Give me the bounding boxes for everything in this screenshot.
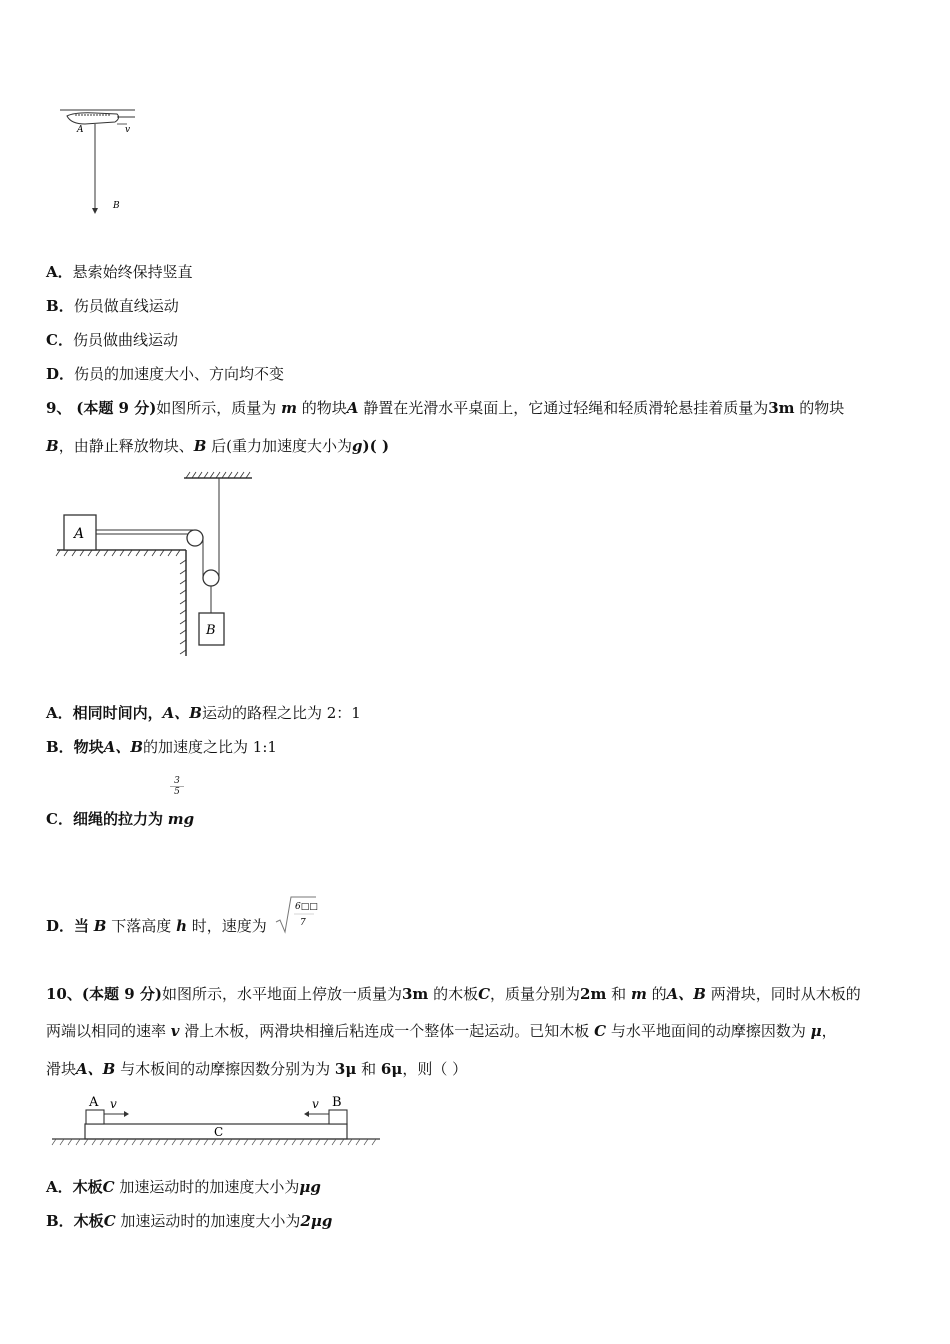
q10-option-a: A．木板C 加速运动时的加速度大小为μg	[46, 1178, 321, 1196]
q8-option-d: D．伤员的加速度大小、方向均不变	[46, 365, 285, 383]
q9-option-c: C．细绳的拉力为 mg	[46, 810, 195, 828]
board-label-b: B	[332, 1095, 342, 1110]
heli-label-b: B	[113, 201, 120, 211]
radical-denominator: 7	[300, 918, 306, 928]
radical-numerator: 6□□	[295, 902, 318, 912]
board-label-a: A	[89, 1095, 99, 1110]
board-label-c: C	[214, 1125, 224, 1139]
q8-option-a: A．悬索始终保持竖直	[46, 263, 193, 281]
q9-option-c-fraction: 3 5	[170, 776, 184, 797]
q9-stem-line2: B，由静止释放物块、B 后(重力加速度大小为g)( )	[46, 437, 390, 455]
board-label-v2: v	[312, 1097, 319, 1111]
q8-option-b: B．伤员做直线运动	[46, 297, 179, 315]
q9-option-d: D．当 B 下落高度 h 时，速度为	[46, 917, 267, 935]
heli-label-a: A	[77, 125, 84, 135]
heli-label-v: v	[125, 125, 131, 135]
q10-stem-line1: 10、(本题 9 分)如图所示，水平地面上停放一质量为3m 的木板C，质量分别为2m 和 m 的A、B 两滑块，同时从木板的	[46, 985, 861, 1003]
q10-stem-line2: 两端以相同的速率 v 滑上木板，两滑块相撞后粘连成一个整体一起运动。已知木板 C 与水平地面间的动摩擦因数为 μ，	[46, 1022, 837, 1040]
q10-stem-line3: 滑块A、B 与木板间的动摩擦因数分别为为 3μ 和 6μ，则（ ）	[46, 1060, 468, 1078]
pulley-figure	[52, 468, 262, 663]
q9-option-b: B．物块A、B的加速度之比为 1:1	[46, 738, 277, 756]
q9-option-d-radical	[274, 894, 318, 934]
q9-option-a: A．相同时间内，A、B运动的路程之比为 2：1	[46, 704, 361, 722]
pulley-label-b: B	[206, 623, 216, 638]
q8-option-c: C．伤员做曲线运动	[46, 331, 178, 349]
board-label-v1: v	[110, 1097, 117, 1111]
q10-option-b: B．木板C 加速运动时的加速度大小为2μg	[46, 1212, 333, 1230]
helicopter-figure	[55, 100, 165, 220]
board-figure	[50, 1090, 385, 1150]
q9-stem-line1: 9、 (本题 9 分)如图所示，质量为 m 的物块A 静置在光滑水平桌面上，它通过轻绳和轻质滑轮悬挂着质量为3m 的物块	[46, 399, 845, 417]
pulley-label-a: A	[74, 526, 85, 542]
